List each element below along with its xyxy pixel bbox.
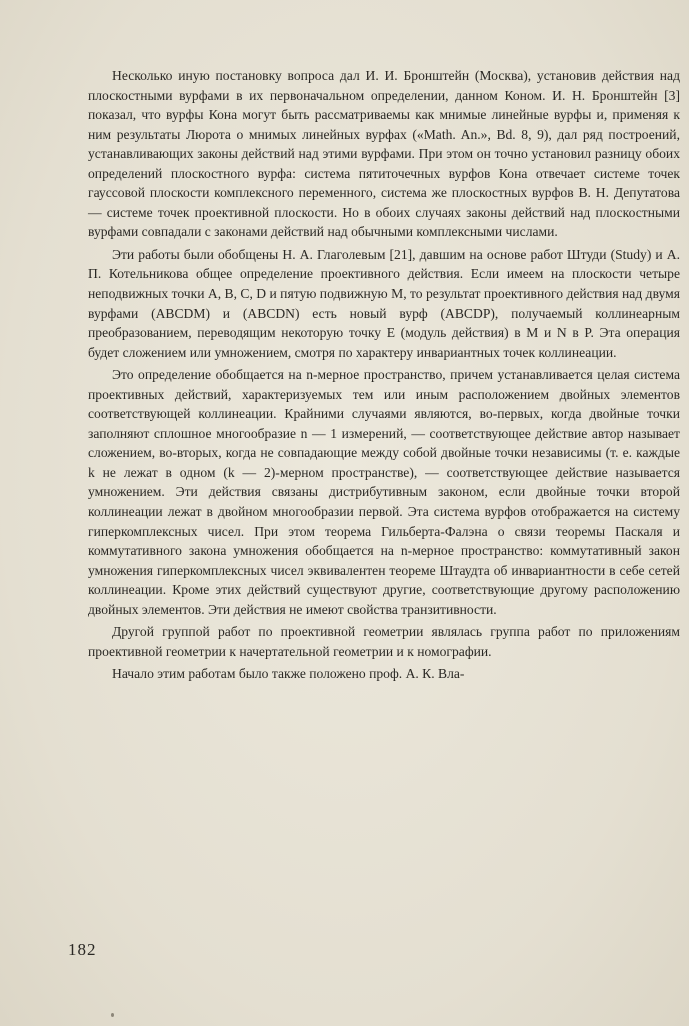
paragraph-2: Эти работы были обобщены Н. А. Глаголевым [21], давшим на основе работ Штуди (Study) и А. П. Котельникова общее определение проективного действия. Если имеем на плоскости четыре неподвижных точки A, B, C, D и пятую подвижную M, то результат проективного действия над двумя вурфами (ABCDM) и (ABCDN) есть новый вурф (ABCDP), получаемый коллинеарным преобразованием, переводящим некоторую точку E (модуль действия) в M и N в P. Эта операция будет сложением или умножением, смотря по характеру инвариантных точек коллинеации. xyxy=(88,246,680,360)
paragraph-3: Это определение обобщается на n-мерное пространство, причем устанавливается целая система проективных действий, характеризуемых тем или иным расположением двойных элементов соответствующей коллинеации. Крайними случаями являются, во-первых, когда двойные точки заполняют сплошное многообразие n — 1 измерений, — соответствующее действие автор называет сложением, во-вторых, когда не совпадающие между собой двойные точки независимы (т. е. каждые k не лежат в одном (k — 2)-мерном пространстве), — соответствующее действие называется умножением. Эти действия связаны дистрибутивным законом, если двойные точки второй коллинеации лежат в двойном многообразии первой. Эта система вурфов отображается на систему гиперкомплексных чисел. При этом теорема Гильберта-Фалэна о связи теоремы Паскаля и коммутативного закона умножения обобщается на n-мерное пространство: коммутативный закон умножения гиперкомплексных чисел эквивалентен теореме Штаудта об инвариантности в себе сетей коллинеации. Кроме этих действий существуют другие, соответствующие другому расположению двойных элементов. Эти действия не имеют свойства транзитивности. xyxy=(88,367,680,617)
body-text xyxy=(88,66,680,684)
page-number: 182 xyxy=(68,940,97,959)
paragraph-5: Начало этим работам было также положено проф. А. К. Вла- xyxy=(112,666,465,682)
print-speck xyxy=(111,1013,114,1017)
paragraph-1: Несколько иную постановку вопроса дал И. И. Бронштейн (Москва), установив действия над плоскостными вурфами в их первоначальном определении, данном Коном. И. Н. Бронштейн [3] показал, что вурфы Кона могут быть рассматриваемы как мнимые линейные вурфы и, применяя к ним результаты Люрота о мнимых линейных вурфах («Math. An.», Bd. 8, 9), дал ряд построений, устанавливающих законы действий над этими вурфами. При этом он точно установил разницу обоих определений плоскостного вурфа: система пятиточечных вурфов Кона отвечает системе точек гауссовой плоскости комплексного переменного, система же плоскостных вурфов В. Н. Депутатова — системе точек проективной плоскости. Но в обоих случаях законы действий над плоскостными вурфами совпадали с законами действий над обычными комплексными числами. xyxy=(88,68,680,240)
paragraph-4: Другой группой работ по проективной геометрии являлась группа работ по приложениям проективной геометрии к начертательной геометрии и к номографии. xyxy=(88,624,680,659)
